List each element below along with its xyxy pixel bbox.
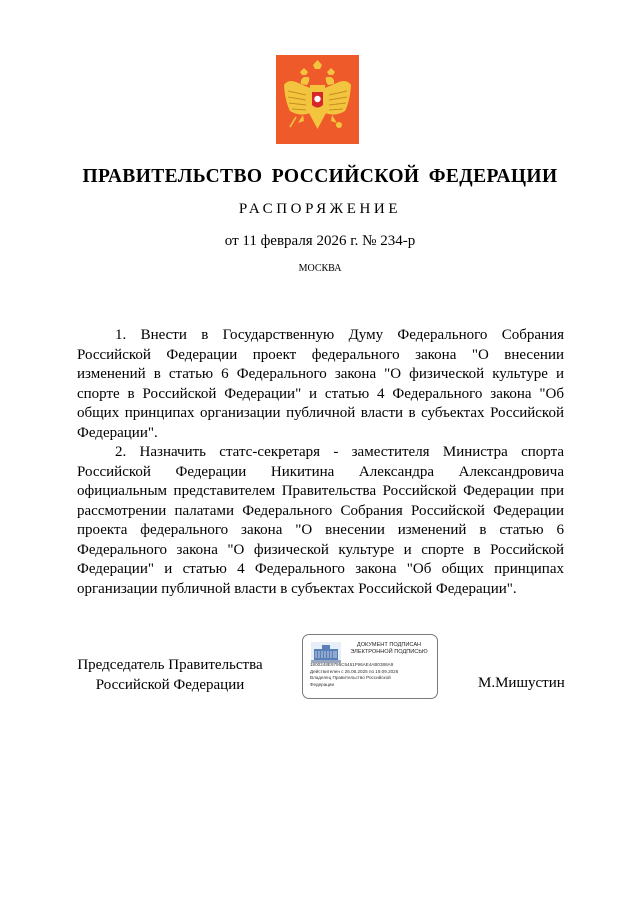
stamp-validity: Действителен с 26.06.2025 по 19.09.2026 — [310, 668, 399, 674]
signer-name: М.Мишустин — [478, 675, 565, 691]
government-building-icon — [311, 642, 341, 663]
paragraph-2: 2. Назначить статс-секретаря - заместителя Министра спорта Российской Федерации Никитина Александра Александровича официальным представителем Правительства Российской Федерации при рассмотрении палатами Федерального Собрания Российской Федерации проекта федерального закона "О внесении изменений в статью 6 Федерального закона "О физической культуре и спорте в Российской Федерации" и статью 4 Федерального закона "Об общих принципах организации публичной власти в субъектах Российской Федерации". — [77, 444, 564, 597]
document-body — [77, 326, 564, 599]
stamp-heading-line-2: ЭЛЕКТРОННОЙ ПОДПИСЬЮ — [350, 649, 428, 655]
signer-position-line-2: Российской Федерации — [95, 676, 245, 693]
electronic-signature-stamp — [302, 634, 438, 699]
coat-of-arms-emblem — [276, 55, 359, 144]
government-title: ПРАВИТЕЛЬСТВО РОССИЙСКОЙ ФЕДЕРАЦИИ — [82, 166, 558, 187]
stamp-owner-line-2: Федерации — [310, 681, 335, 687]
document-type: РАСПОРЯЖЕНИЕ — [238, 201, 402, 217]
stamp-details — [310, 662, 436, 688]
stamp-owner-line-1: Владелец Правительство Российской — [310, 675, 391, 681]
stamp-heading — [343, 642, 435, 656]
paragraph-1: 1. Внести в Государственную Думу Федерального Собрания Российской Федерации проект федерального закона "О внесении изменений в статью 6 Федерального закона "О физической культуре и спорте в Российской Федерации" и статью 4 Федерального закона "Об общих принципах организации публичной власти в субъектах Российской Федерации". — [77, 327, 564, 441]
double-headed-eagle-icon — [276, 55, 359, 144]
signer-position — [70, 656, 270, 695]
stamp-certificate-serial: 1800248E9795C5451F96AE4AB0388A9 — [310, 662, 394, 667]
document-date-number: от 11 февраля 2026 г. № 234-р — [224, 233, 416, 249]
signer-position-line-1: Председатель Правительства — [77, 657, 263, 673]
document-city: МОСКВА — [298, 263, 342, 274]
stamp-heading-line-1: ДОКУМЕНТ ПОДПИСАН — [356, 642, 422, 648]
